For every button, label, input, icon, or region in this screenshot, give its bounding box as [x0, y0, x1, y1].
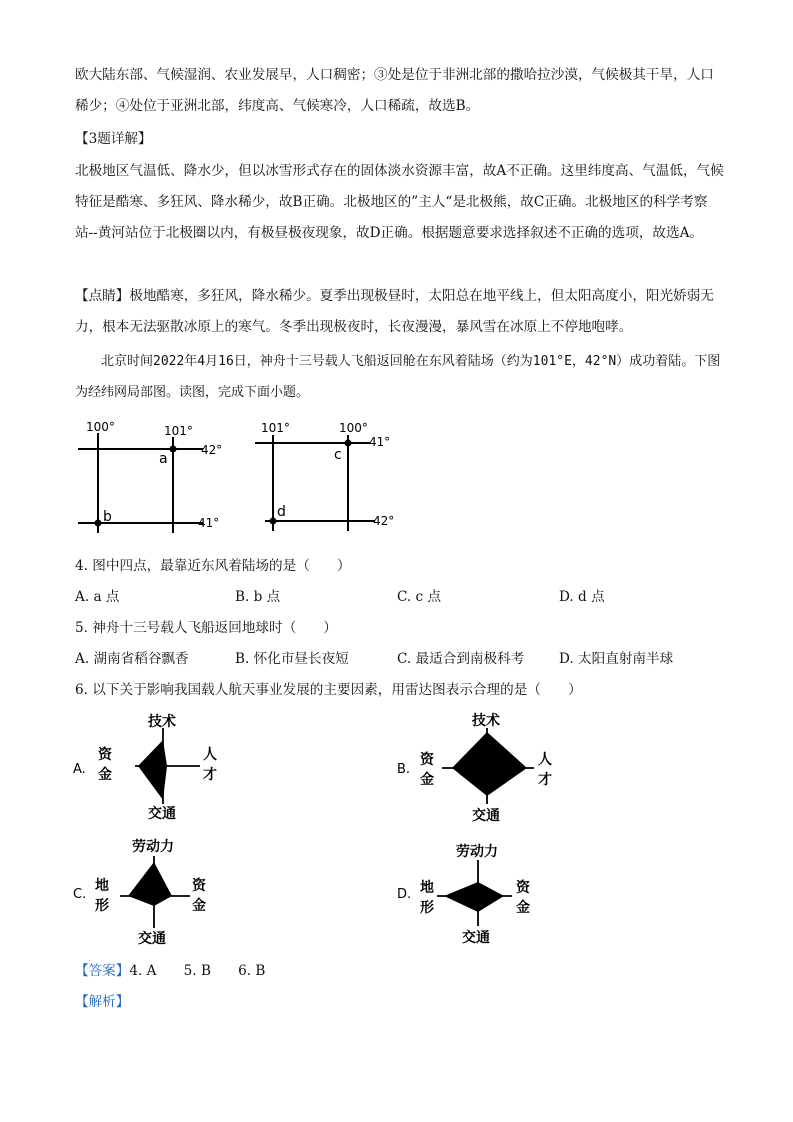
grid1-lon-left-label: 100° [86, 420, 115, 434]
radar-b-left-label-2: 金 [420, 772, 434, 788]
q4-stem: 4. 图中四点，最靠近东风着陆场的是（ ） [75, 558, 351, 574]
radar-b-bottom-label: 交通 [472, 808, 500, 824]
radar-b-right-label-1: 人 [538, 752, 552, 768]
grid2-point-d-dot [270, 518, 277, 525]
q3-heading: 【3题详解】 [75, 131, 152, 147]
intro-paragraph: 北京时间2022年4月16日，神舟十三号载人飞船返回舱在东风着陆场（约为101°E，42°N）成功着陆。下图为经纬网局部图。读图，完成下面小题。 [75, 354, 721, 400]
radar-a-left-label-2: 金 [98, 767, 112, 783]
radar-c-shape [128, 862, 172, 906]
dianjing-paragraph [75, 281, 725, 343]
q4-option-b[interactable]: B. b 点 [235, 589, 281, 605]
radar-option-b[interactable] [392, 708, 567, 828]
radar-d-right-label-1: 资 [516, 880, 530, 896]
radar-a-letter: A. [73, 762, 86, 777]
radar-d-left-label-1: 地 [420, 880, 434, 896]
q5-option-b[interactable]: B. 怀化市昼长夜短 [235, 651, 349, 667]
grid-map-1 [68, 415, 238, 540]
dianjing-label: 【点睛】 [75, 288, 130, 304]
q5-stem: 5. 神舟十三号载人飞船返回地球时（ ） [75, 620, 337, 636]
answer-label: 【答案】 [75, 963, 130, 979]
q4-option-a[interactable]: A. a 点 [75, 589, 120, 605]
grid2-point-c-dot [345, 440, 352, 447]
grid2-point-c-label: c [334, 447, 342, 463]
jiexi-label: 【解析】 [75, 994, 130, 1010]
radar-a-right-label-2: 才 [203, 767, 217, 783]
q5-option-a[interactable]: A. 湖南省稻谷飘香 [75, 651, 189, 667]
grid1-point-a-dot [170, 446, 177, 453]
q3-explanation: 北极地区气温低、降水少，但以冰雪形式存在的固体淡水资源丰富，故A不正确。这里纬度高、气温低，气候特征是酷寒、多狂风、降水稀少，故B正确。北极地区的”主人“是北极熊，故C正确。北极地区的科学考察站--黄河站位于北极圈以内，有极昼极夜现象，故D正确。根据题意要求选择叙述不正确的选项，故选A。 [75, 163, 724, 241]
radar-d-right-label-2: 金 [516, 900, 530, 916]
grid2-lat-bottom-label: 42° [373, 514, 395, 528]
radar-c-bottom-label: 交通 [138, 931, 166, 947]
radar-a-bottom-label: 交通 [148, 806, 176, 822]
radar-d-shape [444, 882, 504, 912]
grid1-point-b-label: b [103, 509, 112, 525]
radar-d-bottom-label: 交通 [462, 930, 490, 946]
answer-text: 4. A 5. B 6. B [129, 963, 266, 979]
radar-a-left-label-1: 资 [98, 747, 112, 763]
grid1-point-b-dot [95, 520, 102, 527]
grid1-lon-right-label: 101° [164, 424, 193, 438]
radar-d-left-label-2: 形 [420, 900, 434, 916]
q5-option-c[interactable]: C. 最适合到南极科考 [397, 651, 525, 667]
radar-a-shape [138, 740, 167, 800]
grid2-lat-top-label: 41° [369, 435, 391, 449]
q5-option-d[interactable]: D. 太阳直射南半球 [559, 651, 674, 667]
grid1-point-a-label: a [159, 451, 168, 467]
radar-c-letter: C. [73, 887, 87, 902]
radar-b-letter: B. [397, 762, 411, 777]
radar-c-right-label-2: 金 [192, 898, 206, 914]
radar-c-left-label-2: 形 [95, 898, 109, 914]
radar-b-left-label-1: 资 [420, 752, 434, 768]
radar-a-right-label-1: 人 [203, 747, 217, 763]
dianjing-text: 极地酷寒，多狂风，降水稀少。夏季出现极昼时，太阳总在地平线上，但太阳高度小，阳光娇弱无力，根本无法驱散冰原上的寒气。冬季出现极夜时，长夜漫漫，暴风雪在冰原上不停地咆哮。 [75, 288, 714, 335]
answer-line [75, 961, 265, 981]
radar-d-letter: D. [397, 887, 412, 902]
grid2-lon-left-label: 101° [261, 421, 290, 435]
radar-b-right-label-2: 才 [538, 772, 552, 788]
radar-c-top-label: 劳动力 [132, 839, 174, 855]
grid2-lon-right-label: 100° [339, 421, 368, 435]
q4-option-c[interactable]: C. c 点 [397, 589, 442, 605]
paragraph-q2-continued: 欧大陆东部、气候湿润、农业发展早，人口稠密；③处是位于非洲北部的撒哈拉沙漠，气候极其干旱，人口稀少；④处位于亚洲北部，纬度高、气候寒冷，人口稀疏，故选B。 [75, 67, 714, 114]
radar-option-d[interactable] [392, 836, 567, 951]
radar-option-a[interactable] [70, 708, 240, 828]
grid1-lat-top-label: 42° [201, 443, 223, 457]
q4-option-d[interactable]: D. d 点 [559, 589, 605, 605]
radar-c-right-label-1: 资 [192, 878, 206, 894]
grid2-point-d-label: d [277, 504, 286, 520]
radar-option-c[interactable] [70, 832, 240, 952]
radar-c-left-label-1: 地 [95, 878, 109, 894]
radar-b-top-label: 技术 [472, 713, 500, 729]
grid1-lat-bottom-label: 41° [198, 516, 220, 530]
radar-d-top-label: 劳动力 [456, 844, 498, 860]
q6-stem: 6. 以下关于影响我国载人航天事业发展的主要因素，用雷达图表示合理的是（ ） [75, 682, 582, 698]
radar-b-shape [452, 732, 527, 796]
radar-a-top-label: 技术 [148, 714, 176, 730]
grid-map-2 [245, 415, 410, 540]
